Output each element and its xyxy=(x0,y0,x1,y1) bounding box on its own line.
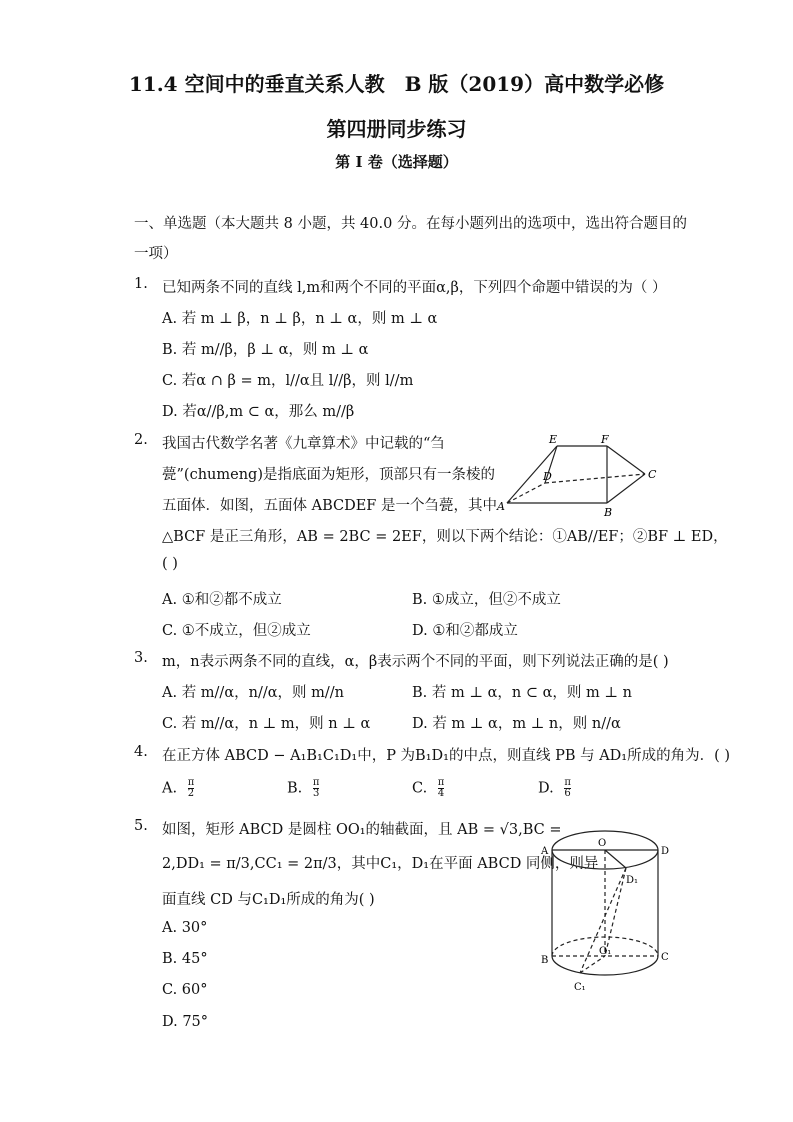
q4-c-denominator: 4 xyxy=(437,788,445,799)
q3-option-c: C. 若 m//α，n ⊥ m，则 n ⊥ α xyxy=(162,716,371,732)
q4-a-numerator: π xyxy=(187,777,195,788)
q3-option-b: B. 若 m ⊥ α，n ⊂ α，则 m ⊥ n xyxy=(412,685,632,701)
q4-stem: 在正方体 ABCD − A₁B₁C₁D₁中，P 为B₁D₁的中点，则直线 PB 与 AD₁所成的角为．( ) xyxy=(162,748,731,764)
q5-option-b: B. 45° xyxy=(162,951,208,967)
q1-option-d: D. 若α//β,m ⊂ α，那么 m//β xyxy=(162,404,355,420)
q5-option-a: A. 30° xyxy=(162,920,208,936)
q2-stem-line-3: 五面体．如图，五面体 ABCDEF 是一个刍甍，其中 xyxy=(162,498,497,514)
q4-option-a xyxy=(162,778,194,799)
q1-option-a: A. 若 m ⊥ β，n ⊥ β，n ⊥ α，则 m ⊥ α xyxy=(162,311,438,327)
q5-fig-label-d1: D₁ xyxy=(626,875,639,886)
q1-option-b: B. 若 m//β，β ⊥ α，则 m ⊥ α xyxy=(162,342,369,358)
q4-option-d xyxy=(538,778,571,799)
q3-stem: m，n表示两条不同的直线，α，β表示两个不同的平面，则下列说法正确的是( ) xyxy=(162,654,669,670)
q4-a-denominator: 2 xyxy=(187,788,195,799)
q2-stem-line-2: 甍”(chumeng)是指底面为矩形，顶部只有一条棱的 xyxy=(162,467,495,483)
q5-number: 5. xyxy=(134,818,148,834)
q4-b-numerator: π xyxy=(312,777,320,788)
q4-option-d-label: D. xyxy=(538,780,554,797)
q1-option-c: C. 若α ∩ β = m，l//α且 l//β，则 l//m xyxy=(162,373,414,389)
section-header-line-1: 一、单选题（本大题共 8 小题，共 40.0 分。在每小题列出的选项中，选出符合题目的 xyxy=(134,216,687,232)
q5-fig-label-a: A xyxy=(541,846,549,857)
title-line-2: 第四册同步练习 xyxy=(326,117,467,141)
q2-option-d: D. ①和②都成立 xyxy=(412,623,518,639)
q5-fig-label-b: B xyxy=(541,955,549,966)
q2-fig-label-b: B xyxy=(604,506,613,519)
q2-fig-label-f: F xyxy=(601,433,609,446)
q5-stem-line-1: 如图，矩形 ABCD 是圆柱 OO₁的轴截面，且 AB = √3,BC = xyxy=(162,822,562,838)
q4-number: 4. xyxy=(134,744,148,760)
q1-number: 1. xyxy=(134,276,148,292)
q4-d-denominator: 6 xyxy=(564,788,571,799)
q5-fig-label-c1: C₁ xyxy=(574,982,586,993)
q4-option-a-label: A. xyxy=(162,780,178,797)
q4-option-c xyxy=(412,778,444,799)
q3-option-a: A. 若 m//α，n//α，则 m//n xyxy=(162,685,344,701)
q2-option-a: A. ①和②都不成立 xyxy=(162,592,282,608)
q2-fig-label-e: E xyxy=(549,433,558,446)
q4-option-c-label: C. xyxy=(412,780,428,797)
q2-fig-label-a: A xyxy=(497,500,505,513)
q2-fig-label-c: C xyxy=(648,468,657,481)
q5-cylinder-figure xyxy=(538,818,673,1000)
q5-fig-label-o1: O₁ xyxy=(599,946,612,957)
q5-option-c: C. 60° xyxy=(162,982,208,998)
q2-number: 2. xyxy=(134,432,148,448)
q3-number: 3. xyxy=(134,650,148,666)
q4-d-numerator: π xyxy=(564,777,571,788)
q2-stem-line-4: △BCF 是正三角形，AB = 2BC = 2EF，则以下两个结论：①AB//EF；②BF ⊥ ED， xyxy=(162,529,728,545)
q4-b-denominator: 3 xyxy=(312,788,320,799)
q5-option-d: D. 75° xyxy=(162,1014,209,1030)
q2-option-c: C. ①不成立，但②成立 xyxy=(162,623,311,639)
q5-fig-label-d: D xyxy=(661,846,670,857)
q4-c-numerator: π xyxy=(437,777,445,788)
subtitle: 第 I 卷（选择题） xyxy=(335,153,458,171)
q2-stem-line-5: ( ) xyxy=(162,556,178,572)
title-line-1: 11.4 空间中的垂直关系人教 B 版（2019）高中数学必修 xyxy=(128,72,665,96)
q3-option-d: D. 若 m ⊥ α，m ⊥ n，则 n//α xyxy=(412,716,621,732)
q2-option-b: B. ①成立，但②不成立 xyxy=(412,592,561,608)
q5-fig-label-o: O xyxy=(598,838,607,849)
q1-stem: 已知两条不同的直线 l,m和两个不同的平面α,β，下列四个命题中错误的为（ ） xyxy=(162,280,667,296)
q4-option-b xyxy=(287,778,319,799)
q2-fig-label-d: D xyxy=(543,470,552,483)
q2-stem-line-1: 我国古代数学名著《九章算术》中记载的“刍 xyxy=(162,436,445,452)
q5-fig-label-c: C xyxy=(661,952,669,963)
section-header-line-2: 一项） xyxy=(134,246,178,262)
q5-stem-line-2: 2,DD₁ = π/3,CC₁ = 2π/3，其中C₁，D₁在平面 ABCD 同侧，则异 xyxy=(162,856,599,872)
q2-pentahedron-figure xyxy=(495,428,670,523)
q5-stem-line-3: 面直线 CD 与C₁D₁所成的角为( ) xyxy=(162,892,375,908)
q4-option-b-label: B. xyxy=(287,780,303,797)
